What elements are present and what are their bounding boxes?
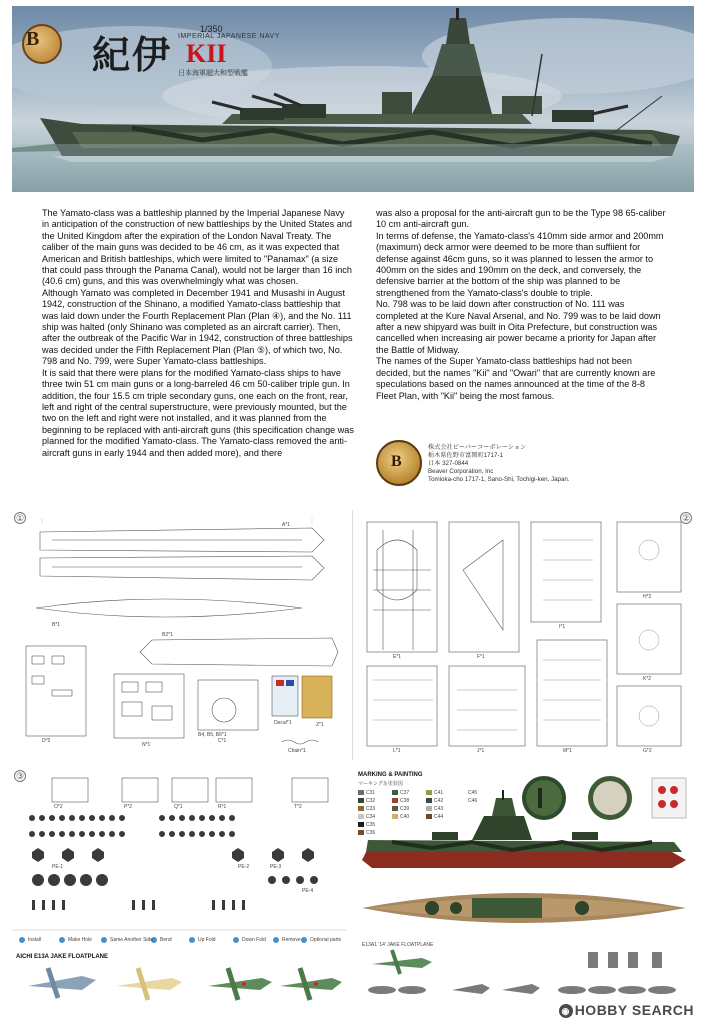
legend-item: Up Fold	[198, 937, 216, 943]
part-label: PE-3	[270, 864, 282, 870]
part-label: C*1	[218, 738, 227, 744]
part-label: H*2	[643, 594, 652, 600]
paint-code: C44	[434, 814, 444, 820]
paint-code: C45	[468, 790, 478, 796]
legend-item: Optional parts	[310, 937, 342, 943]
legend-item: Remove	[282, 937, 301, 943]
camera-icon: ◉	[559, 1004, 573, 1018]
article-left-column	[42, 208, 354, 459]
part-label: E*1	[393, 654, 402, 660]
aircraft-heading: E13A1 '14' JAKE FLOATPLANE	[362, 942, 434, 948]
company-info	[376, 440, 676, 490]
company-en-name: Beaver Corporation, Inc	[428, 468, 494, 475]
part-label: K*2	[643, 676, 652, 682]
instruction-panel-4	[352, 768, 694, 1016]
marking-heading-jp: マーキング＆塗装図	[358, 781, 403, 787]
paint-code: C33	[366, 806, 376, 812]
part-label: Q*1	[174, 804, 183, 810]
paint-code: C34	[366, 814, 376, 820]
part-label: P*2	[124, 804, 133, 810]
paint-code: C43	[434, 806, 444, 812]
paint-code: C38	[400, 798, 410, 804]
panel-number: ①	[15, 513, 25, 523]
instruction-panel-1	[12, 510, 346, 760]
japanese-subtitle: 日本海軍超大和型戦艦	[178, 70, 248, 77]
paragraph: No. 798 was to be laid down after construction of No. 111 was completed at the Kure Naval Arsenal, and No. 799 was to be laid down after a new shipyard was built in Oita Prefecture, but construction was cancelled when increasing air power became a priority for Japan after the Battle of Midway.	[376, 299, 661, 355]
paint-code: C35	[366, 822, 376, 828]
instruction-panel-3	[12, 768, 346, 1016]
marking-heading: MARKING & PAINTING	[358, 772, 423, 778]
paint-code: C42	[434, 798, 444, 804]
part-label: O*2	[54, 804, 63, 810]
panel-number: ②	[681, 513, 691, 523]
paint-code: C37	[400, 790, 410, 796]
part-label: PE-1	[52, 864, 64, 870]
part-label: J*1	[477, 748, 485, 754]
company-jp-name: 株式会社ビーバーコーポレーション	[428, 444, 527, 451]
company-en-address: Tomioka-cho 1717-1, Sano-Shi, Tochigi-ken, Japan.	[428, 476, 570, 483]
paint-code: C39	[400, 806, 410, 812]
company-jp-address: 栃木県佐野市富岡町1717-1	[428, 452, 503, 459]
english-title: KII	[186, 39, 227, 68]
paint-code: C32	[366, 798, 376, 804]
kanji-title: 紀伊	[92, 32, 173, 77]
legend-item: Bend	[160, 937, 172, 943]
part-label: M*1	[563, 748, 572, 754]
legend-item: Install	[28, 937, 42, 943]
part-label: L*1	[393, 748, 401, 754]
part-label: G*2	[643, 748, 652, 754]
legend-item: Same Another Side	[110, 937, 154, 943]
company-jp-postal: 日本 327-0844	[428, 460, 469, 467]
part-label: R*1	[218, 804, 227, 810]
part-label: Chain*1	[288, 748, 306, 754]
article-right-column	[376, 208, 666, 402]
paragraph: was also a proposal for the anti-aircraft gun to be the Type 98 65-caliber 10 cm anti-aircraft gun.	[376, 208, 666, 230]
paint-code: C31	[366, 790, 376, 796]
legend-item: Down Fold	[242, 937, 266, 943]
watermark-text: HOBBY SEARCH	[574, 1001, 694, 1018]
paragraph: The Yamato-class was a battleship planned by the Imperial Japanese Navy in anticipation of the construction of new battleships by the United States and the United Kingdom after the expiration of the London Naval Treaty. The caliber of the main guns was decided to be 46 cm, as it was expected that American and British battleships, which were limited to "Panamax" (a size that could pass through the Panama Canal), would not be larger than 16 inch (40.6 cm) guns, and this was overwhelmingly what was chosen.	[42, 208, 352, 287]
part-label: PE-2	[238, 864, 250, 870]
part-label: B*1	[52, 622, 61, 628]
paint-code: C40	[400, 814, 410, 820]
part-label: F*1	[477, 654, 485, 660]
instruction-panel-2	[352, 510, 694, 760]
watermark	[559, 1002, 694, 1018]
sprue-drawings	[353, 510, 695, 760]
part-label: T*2	[294, 804, 302, 810]
brand-logo-icon: B	[26, 28, 40, 50]
paragraph: Although Yamato was completed in December 1941 and Musashi in August 1942, construction of the Shinano, a modified Yamato-class battleship that was laid down under the Fourth Replacement Plan (Plan ④), and the No. 111 ship was halted (only Shinano was completed as an aircraft carrier). Then, after the outbreak of the Pacific War in 1942, construction of three battleships was decided under the Fifth Replacement Plan (Plan ⑤), of which two, No. 798 and No. 799, were Super Yamato-class battleships.	[42, 287, 353, 367]
part-label: PE-4	[302, 888, 314, 894]
subtitle-label: IMPERIAL JAPANESE NAVY	[178, 33, 280, 40]
beaver-icon: B	[391, 453, 402, 470]
box-art-banner	[12, 6, 694, 192]
paint-code: C36	[366, 830, 376, 836]
part-label: Decal*1	[274, 720, 292, 726]
panel-number: ③	[15, 771, 25, 781]
paragraph: It is said that there were plans for the modified Yamato-class ships to have three twin 51 cm main guns or a long-barreled 46 cm 50-caliber triple gun. In addition, the four 15.5 cm triple secondary guns, one each on the front, rear, left and right of the central superstructure, were previously mounted, but the two on the left and right were not installed, and it was planned from the beginning to be replaced with anti-aircraft guns (this specification change was planned for the modified Yamato-class. The Yamato-class removed the anti-aircraft guns in early 1944 and then added more), and there	[42, 367, 354, 458]
sea	[12, 144, 694, 192]
part-label: A*1	[282, 522, 291, 528]
part-label: B2*1	[162, 632, 173, 638]
paragraph: In terms of defense, the Yamato-class's 410mm side armor and 200mm (maximum) deck armor were deemed to be more than suffiient for defense against 46cm guns, so it was planned to lessen the armor to 400mm on the sides and 190mm on the deck, and conversely, the defensive barrier at the bottom of the ship was planned to be strengthened from the Yamato-class's double to triple.	[376, 230, 664, 298]
aircraft-heading: AICHI E13A JAKE FLOATPLANE	[16, 954, 109, 960]
sprue-drawings	[12, 510, 346, 760]
part-label: I*1	[559, 624, 566, 630]
scale-label: 1/350	[200, 24, 223, 34]
part-label: D*2	[42, 738, 51, 744]
part-label: B4, B5, B6*1	[198, 732, 227, 738]
paint-code: C41	[434, 790, 444, 796]
paragraph: The names of the Super Yamato-class battleships had not been decided, but the names "Kii" and "Owari" that are currently known are speculations based on the names announced at the time of the 8-8 Fleet Plan, with "Kii" being the most famous.	[376, 356, 656, 401]
part-label: Z*1	[316, 722, 324, 728]
legend-item: Make Hole	[68, 937, 92, 943]
paint-code: C46	[468, 798, 478, 804]
part-label: N*1	[142, 742, 151, 748]
